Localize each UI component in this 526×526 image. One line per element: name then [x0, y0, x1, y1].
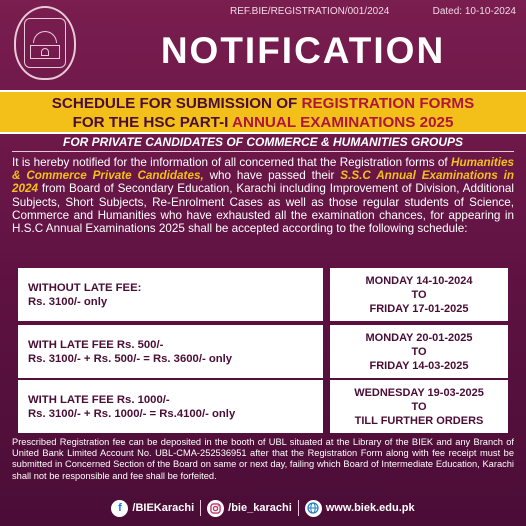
- date-from: WEDNESDAY 19-03-2025: [354, 386, 484, 399]
- page-title: NOTIFICATION: [160, 30, 446, 71]
- fee-title: WITH LATE FEE Rs. 1000/-: [28, 393, 170, 406]
- fee-cell: [18, 380, 323, 433]
- banner-line-1: SCHEDULE FOR SUBMISSION OF REGISTRATION FORMS: [51, 95, 475, 112]
- facebook-handle: /BIEKarachi: [132, 502, 195, 514]
- date-from: MONDAY 20-01-2025: [365, 331, 473, 344]
- fee-detail: Rs. 3100/- + Rs. 500/- = Rs. 3600/- only: [28, 352, 233, 365]
- fee-cell: [18, 268, 323, 321]
- schedule-banner: [0, 90, 526, 134]
- website-link[interactable]: [305, 500, 415, 517]
- reference-bar: [230, 6, 516, 17]
- date-to: FRIDAY 17-01-2025: [369, 302, 469, 315]
- subheading: FOR PRIVATE CANDIDATES OF COMMERCE & HUMANITIES GROUPS: [12, 135, 514, 152]
- divider: [298, 500, 299, 516]
- instagram-link[interactable]: [207, 500, 292, 517]
- globe-icon: [305, 500, 322, 517]
- fee-detail: Rs. 3100/- only: [28, 295, 108, 308]
- schedule-row: [18, 268, 508, 321]
- highlight-candidates: Humanities & Commerce Private Candidates,: [12, 156, 514, 183]
- schedule-row: [18, 325, 508, 378]
- fee-title: WITHOUT LATE FEE:: [28, 281, 142, 294]
- date-from: MONDAY 14-10-2024: [365, 274, 473, 287]
- board-logo: [14, 6, 76, 80]
- date-cell: [330, 380, 508, 433]
- social-links: [0, 497, 526, 519]
- date-to: TILL FURTHER ORDERS: [354, 414, 484, 427]
- notification-date: Dated: 10-10-2024: [432, 6, 516, 17]
- facebook-link[interactable]: [111, 500, 194, 517]
- fee-deposit-note: Prescribed Registration fee can be deposited in the booth of UBL situated at the Library of the BIEK and any Branch of United Bank Limited Account No. UBL-CMA-252536951 after that the Registration Form along with fee receipt must be submitted in Concerned Section of the Board on same or next day, failing which Board of Intermediate Education, Karachi shall not be responsible and fee shall be forfeited.: [12, 437, 514, 481]
- website-url: www.biek.edu.pk: [325, 502, 415, 514]
- fee-title: WITH LATE FEE Rs. 500/-: [28, 338, 164, 351]
- highlight-exam: S.S.C Annual Examinations in 2024: [12, 169, 514, 196]
- divider: [200, 500, 201, 516]
- fee-cell: [18, 325, 323, 378]
- facebook-icon: f: [111, 500, 128, 517]
- reference-number: REF.BIE/REGISTRATION/001/2024: [230, 6, 390, 17]
- date-cell: [330, 325, 508, 378]
- schedule-row: [18, 380, 508, 433]
- date-to-label: TO: [411, 345, 427, 358]
- date-to-label: TO: [411, 400, 427, 413]
- notice-paragraph: It is hereby notified for the information of all concerned that the Registration forms of Humanities & Commerce Private Candidates, who have passed their S.S.C Annual Examinations in 2024 from Board of Secondary Education, Karachi including Improvement of Division, Additional Subjects, Short Subjects, Re-Enrolment Cases as well as those regular students of Science, Commerce and Humanities who have exhausted all the examination chances, for appearing in H.S.C Annual Examinations 2025 shall be accepted according to the following schedule:: [12, 156, 514, 236]
- date-cell: [330, 268, 508, 321]
- instagram-handle: /bie_karachi: [228, 502, 292, 514]
- date-to: FRIDAY 14-03-2025: [369, 359, 469, 372]
- date-to-label: TO: [411, 288, 427, 301]
- fee-detail: Rs. 3100/- + Rs. 1000/- = Rs.4100/- only: [28, 407, 236, 420]
- banner-line-2: FOR THE HSC PART-I ANNUAL EXAMINATIONS 2025: [72, 114, 454, 131]
- instagram-icon: [207, 500, 224, 517]
- building-emblem-icon: [24, 18, 66, 68]
